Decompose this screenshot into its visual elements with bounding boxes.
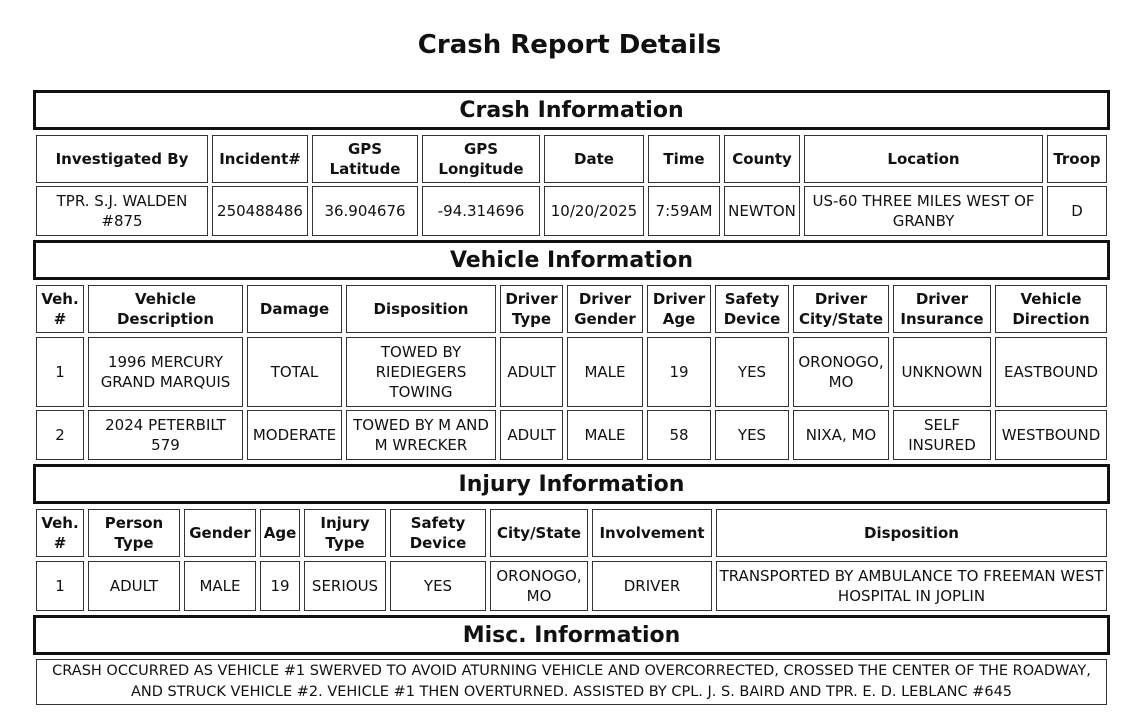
crash-county: NEWTON: [724, 186, 800, 236]
crash-header-time: Time: [648, 135, 720, 183]
crash-time: 7:59AM: [648, 186, 720, 236]
injury-header-person-type: Person Type: [88, 509, 180, 557]
crash-information-banner: Crash Information: [33, 90, 1110, 130]
vehicle-header-driver-gender: Driver Gender: [567, 285, 643, 333]
vehicle-1-driver-age: 19: [647, 337, 711, 407]
vehicle-header-veh-number: Veh. #: [36, 285, 84, 333]
vehicle-header-driver-city-state: Driver City/State: [793, 285, 889, 333]
injury-header-injury-type: Injury Type: [304, 509, 386, 557]
vehicle-1-safety-device: YES: [715, 337, 789, 407]
crash-header-troop: Troop: [1047, 135, 1107, 183]
vehicle-2-disposition: TOWED BY M AND M WRECKER: [346, 410, 496, 460]
vehicle-header-description: Vehicle Description: [88, 285, 243, 333]
injury-header-gender: Gender: [184, 509, 256, 557]
vehicle-header-driver-age: Driver Age: [647, 285, 711, 333]
vehicle-1-disposition: TOWED BY RIEDIEGERS TOWING: [346, 337, 496, 407]
crash-header-location: Location: [804, 135, 1043, 183]
vehicle-header-direction: Vehicle Direction: [995, 285, 1107, 333]
misc-narrative: CRASH OCCURRED AS VEHICLE #1 SWERVED TO AVOID ATURNING VEHICLE AND OVERCORRECTED, CROSSED THE CENTER OF THE ROADWAY, AND STRUCK VEHICLE #2. VEHICLE #1 THEN OVERTURNED. ASSISTED BY CPL. J. S. BAIRD AND TPR. E. D. LEBLANC #645: [36, 659, 1107, 705]
vehicle-1-driver-gender: MALE: [567, 337, 643, 407]
vehicle-1-driver-insurance: UNKNOWN: [893, 337, 991, 407]
vehicle-2-driver-insurance: SELF INSURED: [893, 410, 991, 460]
vehicle-2-damage: MODERATE: [247, 410, 342, 460]
injury-disposition: TRANSPORTED BY AMBULANCE TO FREEMAN WEST HOSPITAL IN JOPLIN: [716, 561, 1107, 611]
vehicle-header-disposition: Disposition: [346, 285, 496, 333]
injury-header-age: Age: [260, 509, 300, 557]
injury-age: 19: [260, 561, 300, 611]
vehicle-2-number: 2: [36, 410, 84, 460]
crash-incident: 250488486: [212, 186, 308, 236]
injury-header-city-state: City/State: [490, 509, 588, 557]
crash-date: 10/20/2025: [544, 186, 644, 236]
vehicle-header-driver-insurance: Driver Insurance: [893, 285, 991, 333]
crash-investigated-by: TPR. S.J. WALDEN #875: [36, 186, 208, 236]
injury-veh-number: 1: [36, 561, 84, 611]
vehicle-header-safety-device: Safety Device: [715, 285, 789, 333]
injury-header-safety-device: Safety Device: [390, 509, 486, 557]
crash-location: US-60 THREE MILES WEST OF GRANBY: [804, 186, 1043, 236]
injury-header-involvement: Involvement: [592, 509, 712, 557]
crash-header-date: Date: [544, 135, 644, 183]
injury-city-state: ORONOGO, MO: [490, 561, 588, 611]
misc-information-banner: Misc. Information: [33, 615, 1110, 655]
injury-header-veh-number: Veh. #: [36, 509, 84, 557]
vehicle-1-damage: TOTAL: [247, 337, 342, 407]
vehicle-2-direction: WESTBOUND: [995, 410, 1107, 460]
vehicle-1-number: 1: [36, 337, 84, 407]
vehicle-2-safety-device: YES: [715, 410, 789, 460]
vehicle-header-driver-type: Driver Type: [500, 285, 563, 333]
injury-safety-device: YES: [390, 561, 486, 611]
crash-header-county: County: [724, 135, 800, 183]
vehicle-1-driver-city-state: ORONOGO, MO: [793, 337, 889, 407]
injury-person-type: ADULT: [88, 561, 180, 611]
vehicle-information-banner: Vehicle Information: [33, 240, 1110, 280]
page-title: Crash Report Details: [417, 30, 722, 60]
vehicle-2-driver-age: 58: [647, 410, 711, 460]
vehicle-1-direction: EASTBOUND: [995, 337, 1107, 407]
vehicle-2-driver-gender: MALE: [567, 410, 643, 460]
crash-gps-longitude: -94.314696: [422, 186, 540, 236]
crash-header-gps-latitude: GPS Latitude: [312, 135, 418, 183]
injury-information-banner: Injury Information: [33, 464, 1110, 504]
vehicle-1-description: 1996 MERCURY GRAND MARQUIS: [88, 337, 243, 407]
crash-gps-latitude: 36.904676: [312, 186, 418, 236]
crash-header-incident: Incident#: [212, 135, 308, 183]
crash-troop: D: [1047, 186, 1107, 236]
vehicle-2-driver-type: ADULT: [500, 410, 563, 460]
injury-involvement: DRIVER: [592, 561, 712, 611]
injury-header-disposition: Disposition: [716, 509, 1107, 557]
vehicle-2-description: 2024 PETERBILT 579: [88, 410, 243, 460]
crash-header-investigated-by: Investigated By: [36, 135, 208, 183]
vehicle-2-driver-city-state: NIXA, MO: [793, 410, 889, 460]
crash-header-gps-longitude: GPS Longitude: [422, 135, 540, 183]
injury-type: SERIOUS: [304, 561, 386, 611]
vehicle-1-driver-type: ADULT: [500, 337, 563, 407]
vehicle-header-damage: Damage: [247, 285, 342, 333]
injury-gender: MALE: [184, 561, 256, 611]
